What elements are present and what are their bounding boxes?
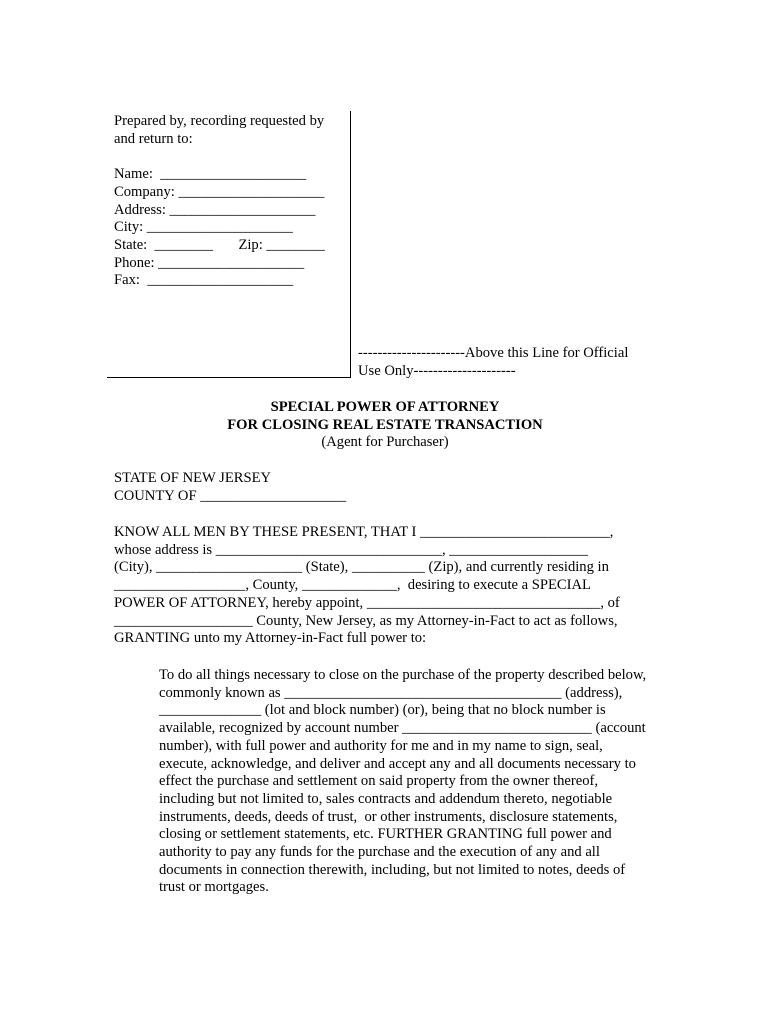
official-use-line-1: ----------------------Above this Line for Official <box>358 345 629 361</box>
paragraph-line: execute, acknowledge, and deliver and accept any and all documents necessary to <box>159 755 636 772</box>
address-field: Address: ____________________ <box>114 201 316 218</box>
paragraph-line: including but not limited to, sales contracts and addendum thereto, negotiable <box>159 790 613 807</box>
paragraph-line: ______________ (lot and block number) (or), being that no block number is <box>159 702 606 719</box>
official-use-note <box>358 345 658 380</box>
paragraph-line: whose address is _______________________________, ___________________ <box>114 541 588 558</box>
title-line-1: SPECIAL POWER OF ATTORNEY <box>270 399 500 415</box>
paragraph-line: (City), ____________________ (State), __________ (Zip), and currently residing in <box>114 559 609 576</box>
official-use-line-2: Use Only--------------------- <box>358 362 516 379</box>
paragraph-line: POWER OF ATTORNEY, hereby appoint, ________________________________, of <box>114 594 620 611</box>
city-field: City: ____________________ <box>114 219 293 236</box>
paragraph-line: available, recognized by account number __________________________ (account <box>159 720 646 737</box>
state-zip-field: State: ________ Zip: ________ <box>114 236 325 253</box>
paragraph-line: KNOW ALL MEN BY THESE PRESENT, THAT I __________________________, <box>114 524 614 540</box>
paragraph-line: documents in connection therewith, including, but not limited to notes, deeds of <box>159 861 626 878</box>
document-title <box>0 399 770 452</box>
prepared-by-line: Prepared by, recording requested by <box>114 113 325 129</box>
paragraph-line: commonly known as ______________________________________ (address), <box>159 684 623 701</box>
phone-field: Phone: ____________________ <box>114 254 305 271</box>
paragraph-line: To do all things necessary to close on the purchase of the property described below, <box>159 667 647 683</box>
title-subtitle: (Agent for Purchaser) <box>321 434 449 451</box>
paragraph-line: closing or settlement statements, etc. FURTHER GRANTING full power and <box>159 826 612 843</box>
paragraph-line: number), with full power and authority for me and in my name to sign, seal, <box>159 737 603 754</box>
fax-field: Fax: ____________________ <box>114 272 294 289</box>
vertical-divider <box>350 111 351 378</box>
paragraph-line: trust or mortgages. <box>159 879 269 896</box>
paragraph-line: ___________________ County, New Jersey, as my Attorney-in-Fact to act as follows, <box>114 612 618 629</box>
paragraph-line: instruments, deeds, deeds of trust, or other instruments, disclosure statements, <box>159 808 618 825</box>
paragraph-line: authority to pay any funds for the purchase and the execution of any and all <box>159 844 600 861</box>
paragraph-line: __________________, County, _____________, desiring to execute a SPECIAL <box>114 577 591 594</box>
name-field: Name: ____________________ <box>114 166 307 183</box>
horizontal-divider <box>107 377 351 378</box>
granting-paragraph <box>159 667 646 897</box>
return-to-line: and return to: <box>114 130 193 147</box>
county-line: COUNTY OF ____________________ <box>114 487 347 504</box>
venue-block <box>114 470 346 505</box>
paragraph-line: GRANTING unto my Attorney-in-Fact full power to: <box>114 630 427 647</box>
title-line-2: FOR CLOSING REAL ESTATE TRANSACTION <box>227 416 543 433</box>
prepared-by-block <box>114 113 348 290</box>
state-line: STATE OF NEW JERSEY <box>114 470 272 486</box>
paragraph-line: effect the purchase and settlement on said property from the owner thereof, <box>159 773 598 790</box>
company-field: Company: ____________________ <box>114 183 325 200</box>
know-all-men-paragraph <box>114 524 620 648</box>
